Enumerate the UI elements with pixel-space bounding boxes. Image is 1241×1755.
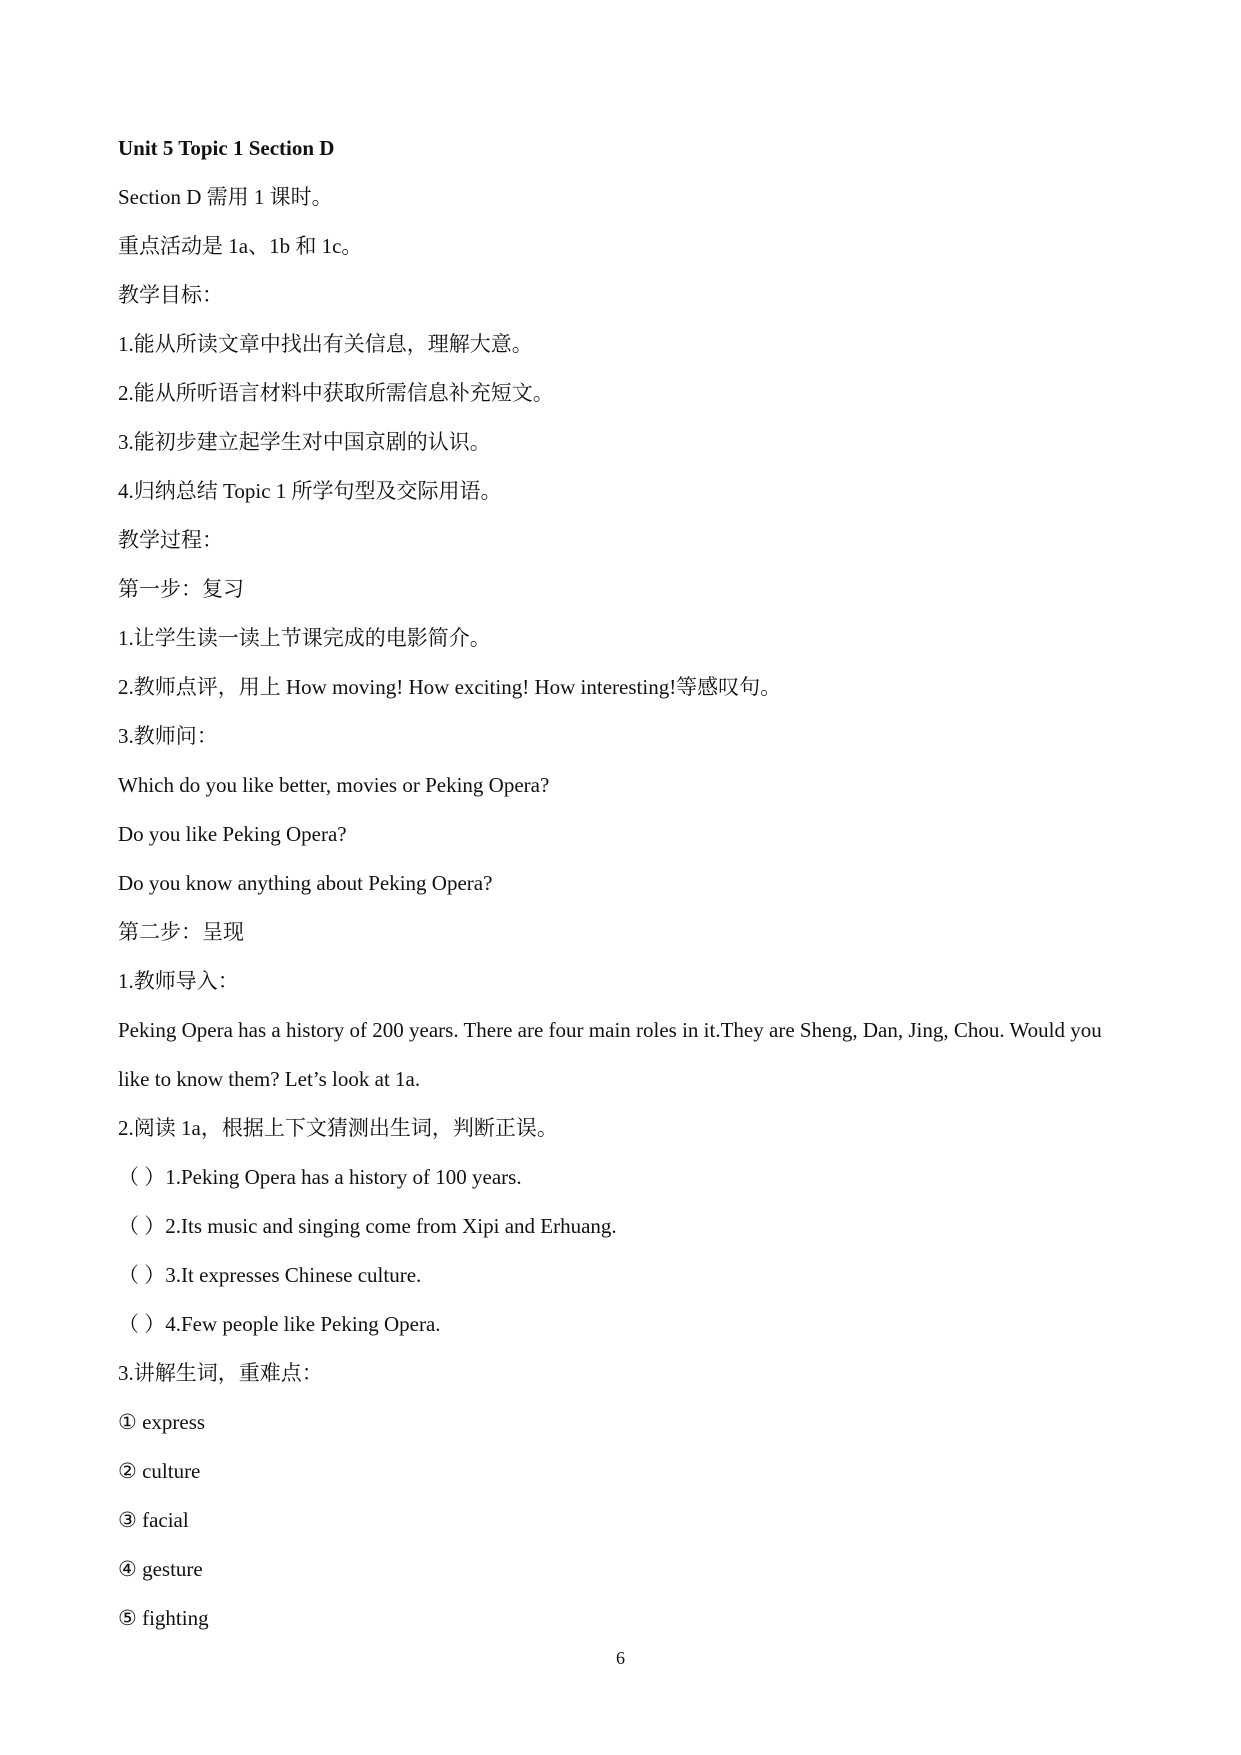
teaching-process-heading: 教学过程： — [118, 528, 223, 552]
lesson-duration: Section D 需用 1 课时。 — [118, 185, 333, 209]
intro-paragraph: Peking Opera has a history of 200 years. There are four main roles in it.They are Sheng, Dan, Jing, Chou. Would you like to know them? Let’s look at 1a. — [118, 1018, 1102, 1091]
step-item: 1.让学生读一读上节课完成的电影简介。 — [118, 626, 491, 650]
step-item: 3.教师问： — [118, 724, 218, 748]
vocab-item: ① express — [118, 1410, 206, 1434]
key-activities: 重点活动是 1a、1b 和 1c。 — [118, 234, 363, 258]
vocab-item: ⑤ fighting — [118, 1606, 209, 1630]
true-false-item: （ ）3.It expresses Chinese culture. — [118, 1263, 422, 1287]
goal-item: 3.能初步建立起学生对中国京剧的认识。 — [118, 430, 491, 454]
vocab-item: ② culture — [118, 1459, 201, 1483]
step-item: 2.教师点评，用上 How moving! How exciting! How interesting!等感叹句。 — [118, 675, 782, 699]
vocab-item: ④ gesture — [118, 1557, 203, 1581]
vocab-item: ③ facial — [118, 1508, 189, 1532]
true-false-item: （ ）4.Few people like Peking Opera. — [118, 1312, 441, 1336]
question-line: Do you know anything about Peking Opera? — [118, 871, 493, 895]
true-false-item: （ ）2.Its music and singing come from Xipi and Erhuang. — [118, 1214, 617, 1238]
step-heading: 第二步：呈现 — [118, 920, 244, 944]
vocab-heading: 3.讲解生词，重难点： — [118, 1361, 323, 1385]
step-item: 1.教师导入： — [118, 969, 239, 993]
true-false-item: （ ）1.Peking Opera has a history of 100 years. — [118, 1165, 522, 1189]
teaching-goals-heading: 教学目标： — [118, 283, 223, 307]
question-line: Do you like Peking Opera? — [118, 822, 347, 846]
document-title: Unit 5 Topic 1 Section D — [118, 136, 335, 160]
goal-item: 1.能从所读文章中找出有关信息，理解大意。 — [118, 332, 533, 356]
document-body — [118, 124, 1128, 1643]
goal-item: 2.能从所听语言材料中获取所需信息补充短文。 — [118, 381, 554, 405]
step-heading: 第一步：复习 — [118, 577, 244, 601]
goal-item: 4.归纳总结 Topic 1 所学句型及交际用语。 — [118, 479, 502, 503]
question-line: Which do you like better, movies or Peking Opera? — [118, 773, 550, 797]
page-number: 6 — [616, 1648, 625, 1668]
reading-task: 2.阅读 1a，根据上下文猜测出生词，判断正误。 — [118, 1116, 558, 1140]
